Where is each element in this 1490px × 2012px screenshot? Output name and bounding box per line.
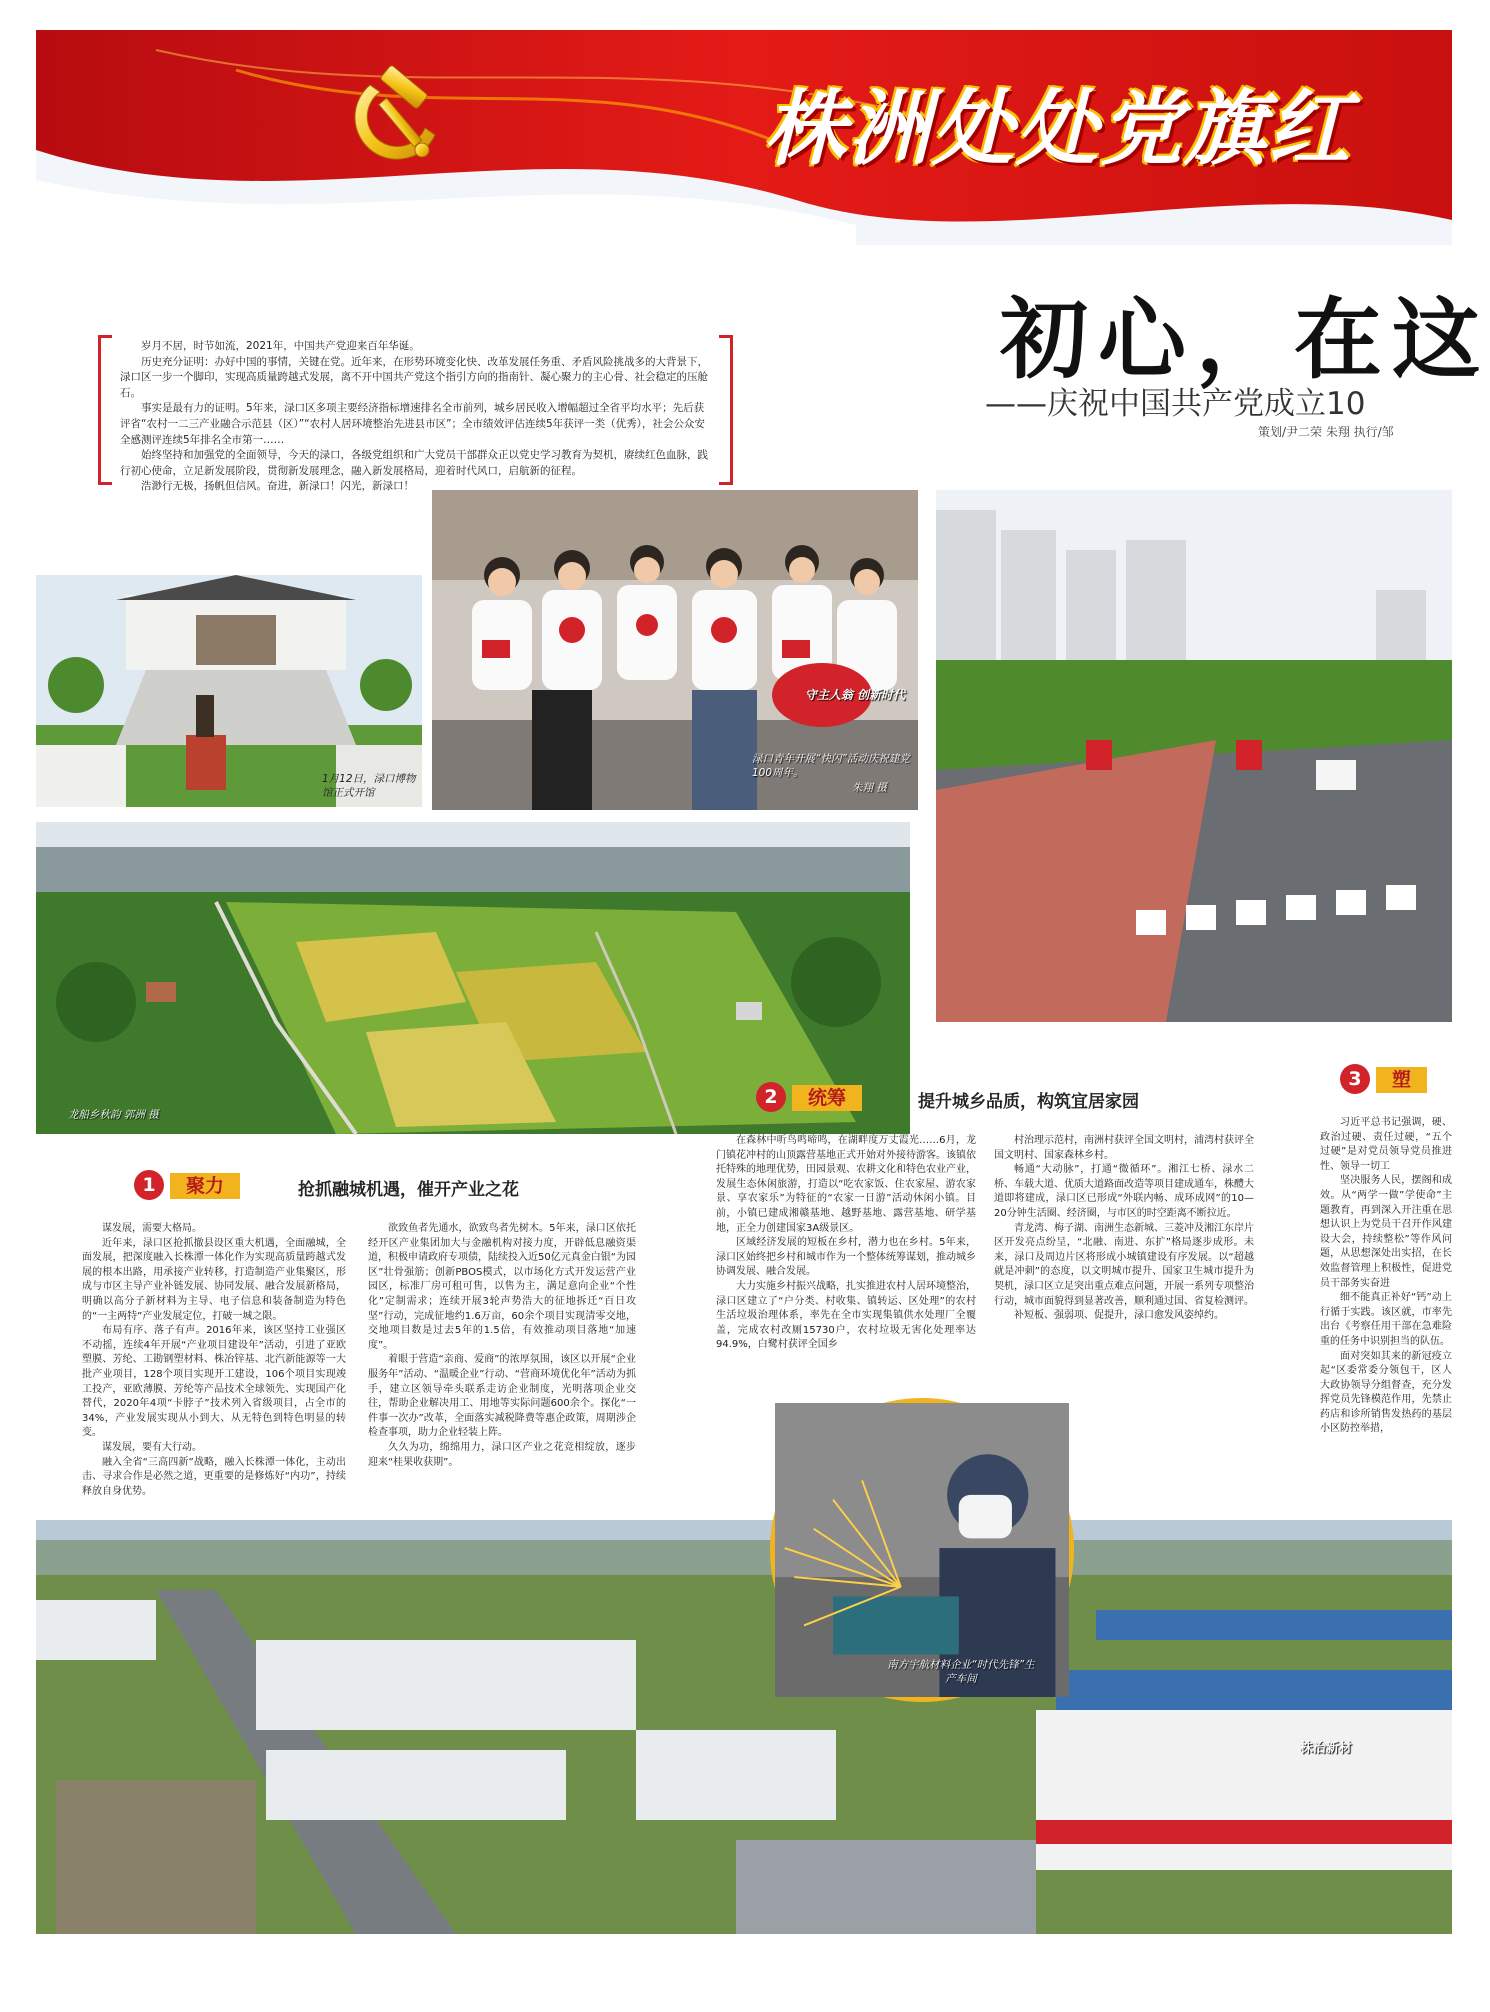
section3-number: 3 <box>1340 1064 1370 1094</box>
party-emblem <box>340 60 460 170</box>
road-photo <box>936 490 1452 1022</box>
section3-header <box>1340 1064 1452 1098</box>
section2-paragraph: 区域经济发展的短板在乡村，潜力也在乡村。5年来，渌口区始终把乡村和城市作为一个整体统筹谋划，推动城乡协调发展、融合发展。 <box>716 1237 976 1278</box>
section1-number: 1 <box>134 1170 164 1200</box>
museum-caption: 1月12日，渌口博物馆正式开馆 <box>322 773 416 799</box>
section2-paragraph: 大力实施乡村振兴战略，扎实推进农村人居环境整治，渌口区建立了“户分类、村收集、镇转运、区处理”的农村生活垃圾治理体系，率先在全市实现集镇供水处理厂全覆盖，完成农村改厕15730户，农村垃圾无害化处理率达94.9%，白鹭村获评全国乡 <box>716 1280 976 1351</box>
intro-paragraph: 事实是最有力的证明。5年来，渌口区多项主要经济指标增速排名全市前列，城乡居民收入增幅超过全省平均水平；先后获评省“农村一二三产业融合示范县（区）”“农村人居环境整治先进县市区”；全市绩效评估连续5年获评一类（优秀），社会公众安全感测评连续5年排名全市第一…… <box>120 402 705 446</box>
section2-column-1 <box>716 1134 976 1351</box>
section2-tag: 统筹 <box>792 1085 862 1111</box>
headline-title: 初心，在这 <box>1000 288 1490 391</box>
intro-paragraph: 浩渺行无极，扬帆但信风。奋进，新渌口！闪光，新渌口！ <box>141 480 414 493</box>
section1-paragraph: 近年来，渌口区抢抓撤县设区重大机遇，全面融城，全面发展，把深度融入长株潭一体化作为实现高质量跨越式发展的根本出路，用承接产业转移，打造制造产业集聚区，形成与市区主导产业补链发展、协同发展、融合发展新格局，明确以高分子新材料为主导、电子信息和装备制造为特色的“一主两特”产业发展定位，打破一城之限。 <box>82 1237 346 1322</box>
section2-paragraph: 在森林中听鸟鸣啼鸣，在湖畔度万丈霞光……6月，龙门镇花冲村的山顶露营基地正式开始对外接待游客。该镇依托特殊的地理优势，田园景观、农耕文化和特色农业产业，发展生态休闲旅游，打造以“吃农家饭、住农家屋、游农家景、享农家乐”为特征的“农家一日游”活动休闲小镇。目前，小镇已建成湘赣基地、越野基地、露营基地、研学基地，正全力创建国家3A级景区。 <box>716 1135 976 1234</box>
intro-paragraph: 岁月不居，时节如流，2021年，中国共产党迎来百年华诞。 <box>141 340 420 352</box>
section2-header <box>756 1082 1236 1116</box>
factory-sign: 株冶新材 <box>1300 1741 1353 1756</box>
section1-tag: 聚力 <box>170 1173 240 1199</box>
banner-title: 株洲处处党旗红 <box>764 82 1352 177</box>
headline-subtitle: ——庆祝中国共产党成立10 <box>985 386 1366 422</box>
section1-paragraph: 谋发展，要有大行动。 <box>102 1441 202 1453</box>
section1-column-2 <box>368 1222 636 1520</box>
section2-number: 2 <box>756 1082 786 1112</box>
section1-paragraph: 谋发展，需要大格局。 <box>102 1223 202 1234</box>
intro-bracket-right <box>719 335 733 485</box>
section2-paragraph: 补短板、强弱项、促提升，渌口愈发风姿绰约。 <box>1014 1310 1224 1322</box>
parade-sign: 守主人翁 创新时代 <box>804 688 906 702</box>
section2-paragraph: 青龙湾、梅子湖、南洲生态新城、三菱冲及湘江东岸片区开发亮点纷呈，“北融、南进、东扩”格局逐步成形。未来，渌口及周边片区将形成小城镇建设有序发展。以“超越就是冲刺”的态度，以文明城市提升、国家卫生城市提升为契机，渌口区立足突出重点难点问题，开展一系列专项整治行动，城市面貌得到显著改善，顺利通过国、省复检测评。 <box>994 1222 1254 1307</box>
industrial-park-photo <box>36 1520 1452 1934</box>
section2-paragraph: 村治理示范村，南洲村获评全国文明村，浦湾村获评全国文明村、国家森林乡村。 <box>994 1135 1254 1161</box>
section1-paragraph: 融入全省“三高四新”战略，融入长株潭一体化，主动出击、寻求合作是必然之道，更重要的是修炼好“内功”，持续释放自身优势。 <box>82 1456 346 1497</box>
section1-subtitle: 抢抓融城机遇，催开产业之花 <box>298 1180 519 1200</box>
worker-photo <box>770 1398 1074 1702</box>
section3-paragraph: 坚决服务人民，摆阁和成效。从“两学一做”学使命”主题教育，再到深入开注重在思想认识上为党员干召开作风建设大会，持续整松”等作风问题，从思想深处出实招，在长效监督管理上积极性，促进党员干部务实奋进 <box>1320 1175 1452 1289</box>
parade-credit: 朱翔 摄 <box>852 782 887 794</box>
intro-bracket-left <box>98 335 112 485</box>
section2-paragraph: 畅通“大动脉”，打通“微循环”。湘江七桥、渌水二桥、车载大道、优质大道路面改造等项目建成通车，株醴大道即将建成，渌口区已形成“外联内畅、成环成网”的10—20分钟生活圈、经济圈，与市区的时空距离不断拉近。 <box>994 1164 1254 1219</box>
section1-paragraph: 着眼于营造“亲商、爱商”的浓厚氛围，该区以开展“企业服务年”活动、“温暖企业”行动、“营商环境优化年”活动为抓手，建立区领导牵头联系走访企业制度，光明落项企业交往，帮助企业解决用工、用地等实际问题600余个。探化“一件事一次办”改革，全面落实减税降费等惠企政策，周期涉企检查事项，助力企业轻装上阵。 <box>368 1354 636 1439</box>
section3-paragraph: 习近平总书记强调，硬、政治过硬、责任过硬，“五个过硬”是对党员领导党员推进性、领导一切工 <box>1320 1117 1452 1172</box>
section1-paragraph: 布局有序、落子有声。2016年来，该区坚持工业强区不动摇，连续4年开展“产业项目建设年”活动，引进了亚欧塑膜、芳纶、工勘钢塑材料、株冶锌基、北汽新能源等一大批产业项目，128个项目实现开工建设，106个项目实现竣工投产，亚欧薄膜、芳纶等产品技术全球领先、实现国产化替代，2020年4项“卡脖子”技术列入省级项目，占全市的34%，产业发展实现从小到大、从无特色到特色明显的转变。 <box>82 1325 346 1439</box>
intro-paragraph: 历史充分证明：办好中国的事情，关键在党。近年来，在形势环境变化快、改革发展任务重、矛盾风险挑战多的大背景下，渌口区一步一个脚印，实现高质量跨越式发展，离不开中国共产党这个指引方向的指南针、凝心聚力的主心骨、社会稳定的压舱石。 <box>120 355 708 399</box>
section1-column-1 <box>82 1222 346 1520</box>
section2-subtitle: 提升城乡品质，构筑宜居家园 <box>918 1092 1139 1112</box>
section3-column-1 <box>1320 1116 1452 1435</box>
intro-text <box>120 339 712 495</box>
section3-paragraph: 细不能真正补好“钙”动上行循于实践。该区就，市率先出台《考察任用干部在急难险重的任务中识别担当的队伍。 <box>1320 1292 1452 1347</box>
parade-caption: 渌口青年开展“快闪”活动庆祝建党100周年。 <box>752 753 910 779</box>
intro-paragraph: 始终坚持和加强党的全面领导，今天的渌口，各级党组织和广大党员干部群众正以党史学习教育为契机，赓续红色血脉，践行初心使命，立足新发展阶段，贯彻新发展理念，融入新发展格局，迎着时代风口，启航新的征程。 <box>120 449 708 477</box>
section1-paragraph: 欲致鱼者先通水，欲致鸟者先树木。5年来，渌口区依托经开区产业集团加大与金融机构对接力度，开辟低息融资渠道，积极申请政府专项债，陆续投入近50亿元真金白银“为园区”壮骨强筋；创新PBOS模式，以市场化方式开发运营产业园区，标准厂房可租可售，以售为主，满足意向企业“个性化”定制需求；连续开展3轮声势浩大的征地拆迁“百日攻坚”行动，完成征地约1.6万亩，60余个项目实现清零交地，交地项目数是过去5年的1.5倍，有效推动项目落地“加速度”。 <box>368 1223 636 1351</box>
fields-caption: 龙船乡秋韵 郭洲 摄 <box>68 1109 159 1121</box>
section3-tag: 塑 <box>1376 1067 1427 1093</box>
headline-credits: 策划/尹二荣 朱翔 执行/邹 <box>1258 425 1394 439</box>
worker-caption: 南方宇航材料企业“时代先锋”生产车间 <box>887 1659 1035 1685</box>
section3-paragraph: 面对突如其来的新冠疫立起“区委常委分领包干，区人大政协领导分组督查，充分发挥党员先锋模范作用，先禁止药店和诊所销售发热药的基层小区防控举措， <box>1320 1350 1452 1435</box>
intro-box <box>98 335 733 493</box>
section1-paragraph: 久久为功，绵绵用力，渌口区产业之花竞相绽放，逐步迎来“桂果收获期”。 <box>368 1441 636 1468</box>
section2-column-2 <box>994 1134 1254 1360</box>
section1-header <box>134 1170 634 1204</box>
